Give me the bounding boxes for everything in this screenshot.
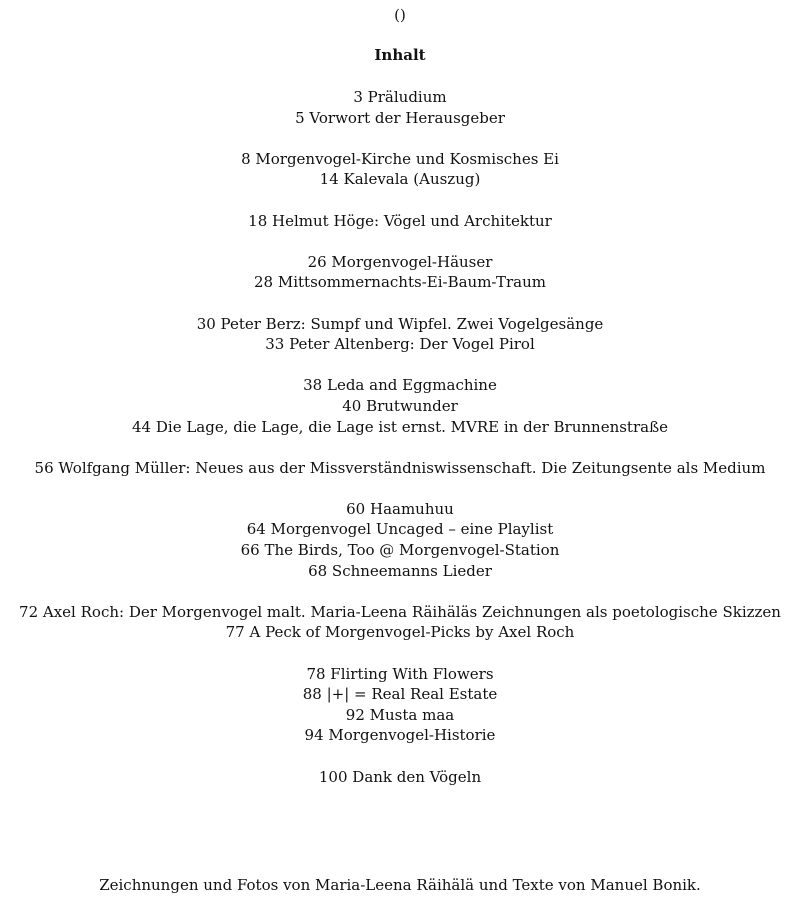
toc-group bbox=[0, 149, 800, 190]
toc-entry: 30 Peter Berz: Sumpf und Wipfel. Zwei Vogelgesänge bbox=[196, 314, 604, 333]
toc-entry: 66 The Birds, Too @ Morgenvogel-Station bbox=[240, 541, 560, 560]
toc-entry: 100 Dank den Vögeln bbox=[318, 767, 482, 786]
toc-entry: 14 Kalevala (Auszug) bbox=[319, 170, 481, 189]
toc-entry: 8 Morgenvogel-Kirche und Kosmisches Ei bbox=[241, 149, 559, 168]
toc-entry: 5 Vorwort der Herausgeber bbox=[295, 108, 505, 127]
toc-entry: 3 Präludium bbox=[353, 88, 447, 106]
toc-group bbox=[0, 664, 800, 746]
toc-entry: 38 Leda and Eggmachine bbox=[303, 376, 497, 395]
toc-group bbox=[0, 252, 800, 293]
toc-entry: 88 |+| = Real Real Estate bbox=[302, 685, 498, 704]
page-mark: () bbox=[394, 6, 406, 24]
toc-group bbox=[0, 87, 800, 128]
toc-entry: 94 Morgenvogel-Historie bbox=[304, 726, 496, 745]
toc-entry: 92 Musta maa bbox=[345, 705, 455, 724]
toc-entry: 56 Wolfgang Müller: Neues aus der Missverständniswissenschaft. Die Zeitungsente als Medium bbox=[34, 458, 766, 477]
toc-group bbox=[0, 211, 800, 232]
toc-entry: 33 Peter Altenberg: Der Vogel Pirol bbox=[265, 335, 535, 354]
toc-group bbox=[0, 499, 800, 581]
toc-group bbox=[0, 375, 800, 437]
toc-group bbox=[0, 602, 800, 643]
toc-group bbox=[0, 314, 800, 355]
toc-entry: 64 Morgenvogel Uncaged – eine Playlist bbox=[246, 520, 554, 539]
toc-entry: 26 Morgenvogel-Häuser bbox=[307, 252, 493, 271]
table-of-contents bbox=[0, 87, 800, 808]
toc-group bbox=[0, 767, 800, 788]
toc-entry: 18 Helmut Höge: Vögel und Architektur bbox=[248, 211, 552, 230]
toc-entry: 40 Brutwunder bbox=[342, 396, 458, 415]
toc-entry: 72 Axel Roch: Der Morgenvogel malt. Maria-Leena Räihäläs Zeichnungen als poetologische Skizzen bbox=[19, 602, 781, 621]
toc-group bbox=[0, 458, 800, 479]
credits-footer: Zeichnungen und Fotos von Maria-Leena Räihälä und Texte von Manuel Bonik. bbox=[99, 876, 701, 894]
toc-entry: 78 Flirting With Flowers bbox=[306, 664, 494, 683]
toc-entry: 77 A Peck of Morgenvogel-Picks by Axel Roch bbox=[225, 623, 575, 642]
toc-entry: 28 Mittsommernachts-Ei-Baum-Traum bbox=[254, 273, 546, 292]
toc-entry: 68 Schneemanns Lieder bbox=[308, 561, 492, 580]
toc-entry: 44 Die Lage, die Lage, die Lage ist ernst. MVRE in der Brunnenstraße bbox=[132, 417, 668, 436]
toc-entry: 60 Haamuhuu bbox=[346, 499, 454, 518]
toc-heading: Inhalt bbox=[374, 46, 426, 64]
